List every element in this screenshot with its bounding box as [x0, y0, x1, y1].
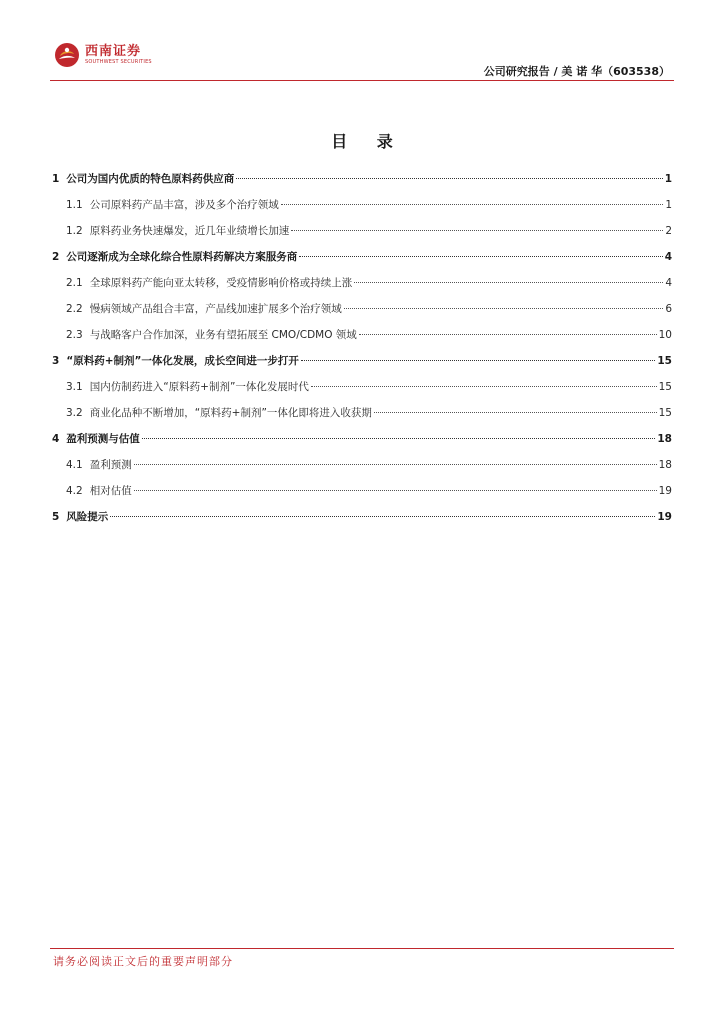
toc-entry-page: 1 [664, 173, 672, 185]
toc-entry[interactable] [52, 222, 672, 248]
toc-entry-page: 10 [658, 329, 672, 341]
toc-entry[interactable] [52, 456, 672, 482]
toc-entry-page: 15 [658, 381, 672, 393]
toc-entry-number: 5 [52, 511, 60, 523]
toc-entry[interactable] [52, 248, 672, 274]
toc-entry-page: 15 [657, 355, 672, 367]
toc-entry-page: 15 [658, 407, 672, 419]
toc-entry[interactable] [52, 196, 672, 222]
toc-entry-label: 慢病领域产品组合丰富，产品线加速扩展多个治疗领域 [89, 303, 342, 315]
toc-entry-label: 风险提示 [66, 511, 109, 523]
toc-entry-page: 4 [664, 251, 672, 263]
southwest-securities-logo-icon [54, 42, 80, 68]
toc-leader-dots [359, 334, 657, 335]
toc-entry-number: 1.2 [66, 225, 83, 237]
toc-entry-number: 2.1 [66, 277, 83, 289]
toc-entry-number: 2 [52, 251, 60, 263]
toc-entry-label: 公司原料药产品丰富，涉及多个治疗领域 [89, 199, 279, 211]
toc-leader-dots [134, 464, 657, 465]
page-header [0, 0, 724, 90]
company-logo [54, 42, 152, 68]
table-of-contents [52, 170, 672, 534]
toc-leader-dots [142, 438, 656, 439]
toc-entry[interactable] [52, 482, 672, 508]
toc-entry-label: 盈利预测与估值 [66, 433, 140, 445]
toc-entry-label: “原料药+制剂”一体化发展，成长空间进一步打开 [66, 355, 299, 367]
toc-entry-label: 公司为国内优质的特色原料药供应商 [66, 173, 235, 185]
toc-entry-number: 3.2 [66, 407, 83, 419]
toc-leader-dots [354, 282, 663, 283]
toc-leader-dots [236, 178, 662, 179]
toc-entry-label: 与战略客户合作加深，业务有望拓展至 CMO/CDMO 领域 [89, 329, 357, 341]
toc-entry-page: 2 [665, 225, 672, 237]
toc-entry-label: 盈利预测 [89, 459, 132, 471]
toc-title: 目 录 [331, 132, 405, 151]
toc-entry-label: 国内仿制药进入“原料药+制剂”一体化发展时代 [89, 381, 309, 393]
toc-leader-dots [301, 360, 655, 361]
toc-leader-dots [134, 490, 657, 491]
header-divider [50, 80, 674, 81]
toc-entry-label: 原料药业务快速爆发，近几年业绩增长加速 [89, 225, 290, 237]
toc-entry-page: 4 [665, 277, 672, 289]
toc-leader-dots [281, 204, 664, 205]
toc-entry-page: 19 [658, 485, 672, 497]
logo-chinese-name: 西南证券 [85, 44, 142, 59]
toc-leader-dots [344, 308, 664, 309]
report-type-and-company: 公司研究报告 / 美 诺 华（603538） [483, 65, 670, 78]
toc-entry-page: 19 [657, 511, 672, 523]
footer-divider [50, 948, 674, 949]
toc-entry[interactable] [52, 300, 672, 326]
toc-entry-page: 18 [657, 433, 672, 445]
toc-entry-number: 4.2 [66, 485, 83, 497]
toc-entry-number: 2.2 [66, 303, 83, 315]
toc-entry[interactable] [52, 508, 672, 534]
toc-entry[interactable] [52, 378, 672, 404]
toc-entry-label: 商业化品种不断增加，“原料药+制剂”一体化即将进入收获期 [89, 407, 372, 419]
toc-entry[interactable] [52, 404, 672, 430]
toc-entry-page: 18 [658, 459, 672, 471]
toc-entry[interactable] [52, 430, 672, 456]
toc-leader-dots [299, 256, 662, 257]
toc-leader-dots [110, 516, 655, 517]
toc-leader-dots [311, 386, 657, 387]
toc-entry-label: 全球原料药产能向亚太转移，受疫情影响价格或持续上涨 [89, 277, 353, 289]
toc-entry[interactable] [52, 352, 672, 378]
toc-entry-number: 4.1 [66, 459, 83, 471]
toc-entry-number: 1 [52, 173, 60, 185]
toc-entry-label: 相对估值 [89, 485, 132, 497]
toc-entry-number: 1.1 [66, 199, 83, 211]
toc-entry[interactable] [52, 326, 672, 352]
toc-entry-number: 3.1 [66, 381, 83, 393]
toc-leader-dots [374, 412, 657, 413]
toc-entry-number: 4 [52, 433, 60, 445]
toc-entry-number: 3 [52, 355, 60, 367]
toc-entry-label: 公司逐渐成为全球化综合性原料药解决方案服务商 [66, 251, 298, 263]
toc-entry-number: 2.3 [66, 329, 83, 341]
logo-english-name: SOUTHWEST SECURITIES [85, 59, 152, 65]
toc-leader-dots [291, 230, 663, 231]
footer-disclaimer: 请务必阅读正文后的重要声明部分 [53, 955, 233, 968]
toc-entry-page: 1 [665, 199, 672, 211]
toc-entry[interactable] [52, 274, 672, 300]
toc-entry[interactable] [52, 170, 672, 196]
toc-entry-page: 6 [665, 303, 672, 315]
